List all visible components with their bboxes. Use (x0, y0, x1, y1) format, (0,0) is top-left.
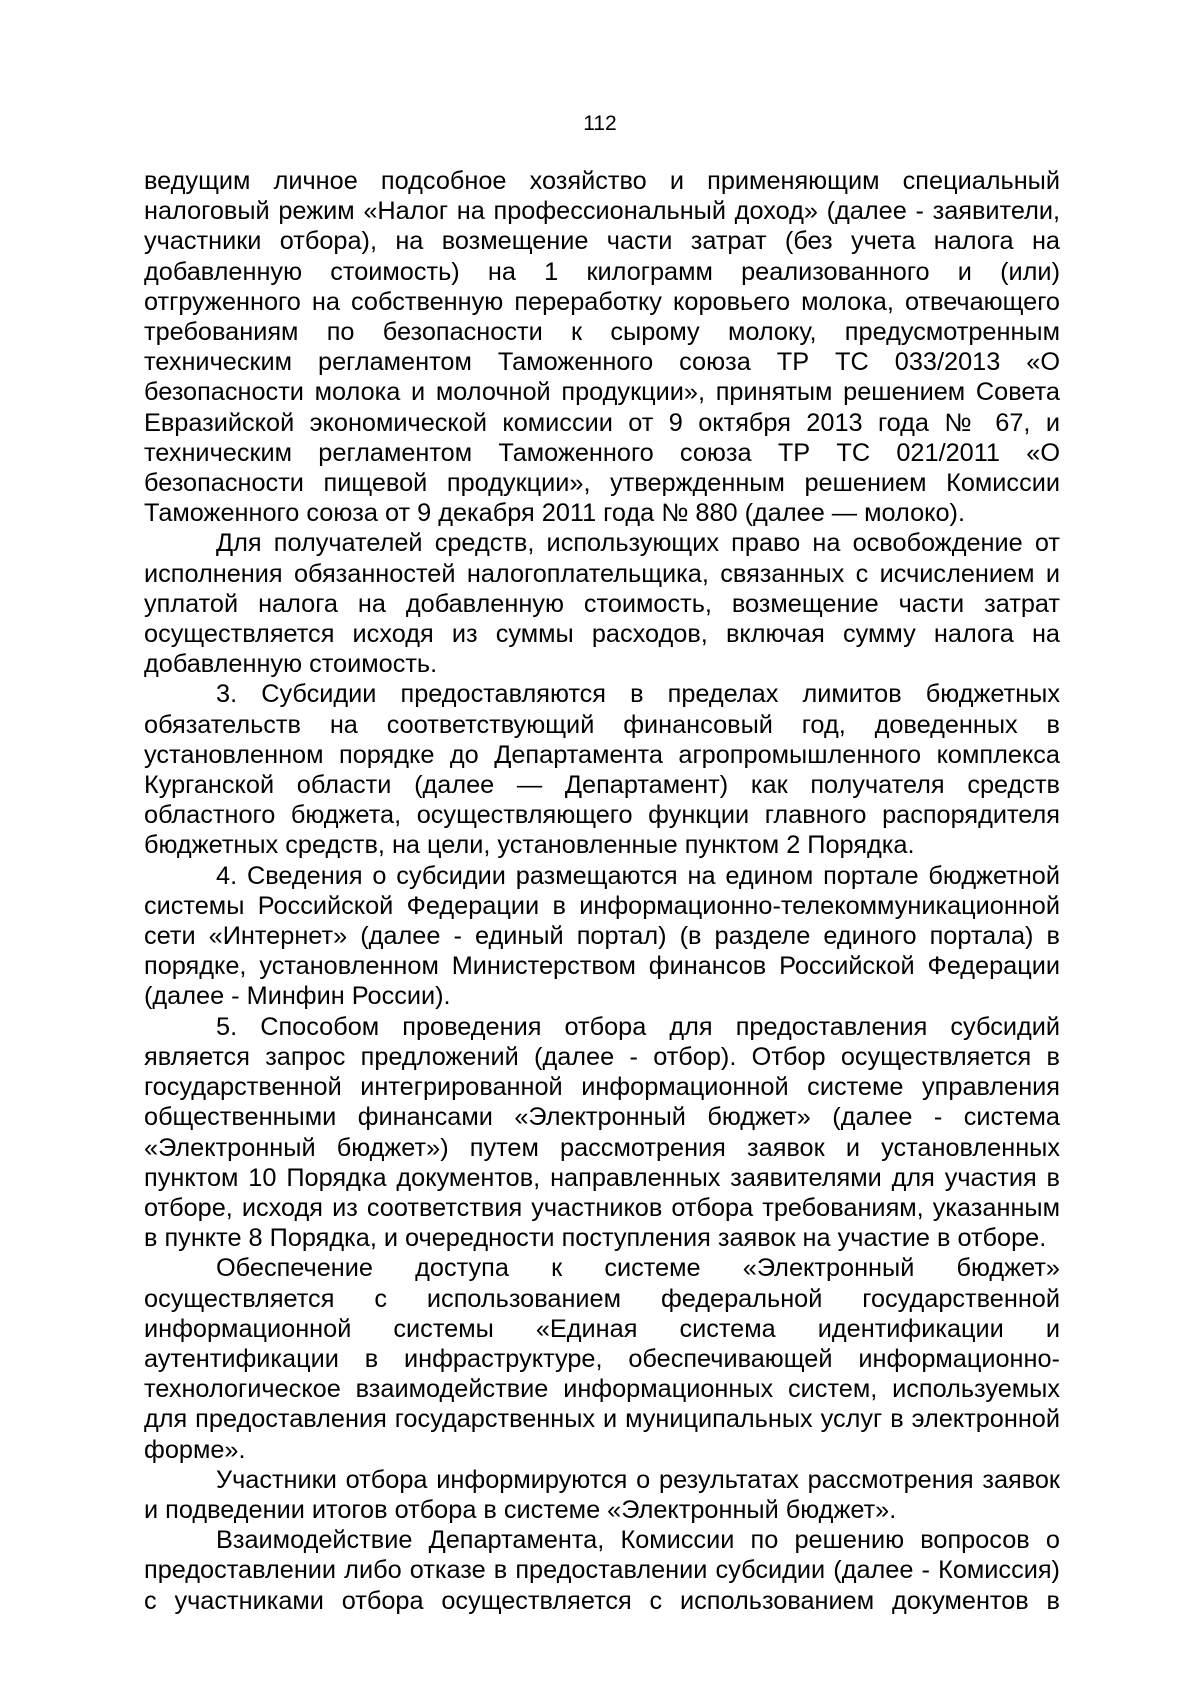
paragraph-vat-exemption: Для получателей средств, использующих право на освобождение от исполнения обязанностей налогоплательщика, связанных с исчислением и уплатой налога на добавленную стоимость, возмещение части затрат осуществляется исходя из суммы расходов, включая сумму налога на добавленную стоимость. (144, 529, 1060, 679)
paragraph-item-5: 5. Способом проведения отбора для предоставления субсидий является запрос предложений (далее - отбор). Отбор осуществляется в государственной интегрированной информационной системе управления общественными финансами «Электронный бюджет» (далее - система «Электронный бюджет») путем рассмотрения заявок и установленных пунктом 10 Порядка документов, направленных заявителями для участия в отборе, исходя из соответствия участников отбора требованиям, указанным в пункте 8 Порядка, и очередности поступления заявок на участие в отборе. (144, 1012, 1060, 1253)
paragraph-interaction: Взаимодействие Департамента, Комиссии по решению вопросов о предоставлении либо отказе в предоставлении субсидии (далее - Комиссия) с участниками отбора осуществляется с использованием документов в (144, 1526, 1060, 1615)
paragraph-continuation: ведущим личное подсобное хозяйство и применяющим специальный налоговый режим «Налог на профессиональный доход» (далее - заявители, участники отбора), на возмещение части затрат (без учета налога на добавленную стоимость) на 1 килограмм реализованного и (или) отгруженного на собственную переработку коровьего молока, отвечающего требованиям по безопасности к сырому молоку, предусмотренным техническим регламентом Таможенного союза ТР ТС 033/2013 «О безопасности молока и молочной продукции», принятым решением Совета Евразийской экономической комиссии от 9 октября 2013 года № 67, и техническим регламентом Таможенного союза ТР ТС 021/2011 «О безопасности пищевой продукции», утвержденным решением Комиссии Таможенного союза от 9 декабря 2011 года № 880 (далее — молоко). (144, 167, 1060, 528)
paragraph-item-3: 3. Субсидии предоставляются в пределах лимитов бюджетных обязательств на соответствующий финансовый год, доведенных в установленном порядке до Департамента агропромышленного комплекса Курганской области (далее — Департамент) как получателя средств областного бюджета, осуществляющего функции главного распорядителя бюджетных средств, на цели, установленные пунктом 2 Порядка. (144, 680, 1060, 860)
page-number: 112 (583, 112, 617, 135)
paragraph-participants-informed: Участники отбора информируются о результатах рассмотрения заявок и подведении итогов отбора в системе «Электронный бюджет». (144, 1465, 1060, 1524)
paragraph-access: Обеспечение доступа к системе «Электронный бюджет» осуществляется с использованием федеральной государственной информационной системы «Единая система идентификации и аутентификации в инфраструктуре, обеспечивающей информационно-технологическое взаимодействие информационных систем, используемых для предоставления государственных и муниципальных услуг в электронной форме». (144, 1254, 1060, 1464)
document-body (144, 166, 1060, 1616)
paragraph-item-4: 4. Сведения о субсидии размещаются на едином портале бюджетной системы Российской Федерации в информационно-телекоммуникационной сети «Интернет» (далее - единый портал) (в разделе единого портала) в порядке, установленном Министерством финансов Российской Федерации (далее - Минфин России). (144, 861, 1060, 1011)
